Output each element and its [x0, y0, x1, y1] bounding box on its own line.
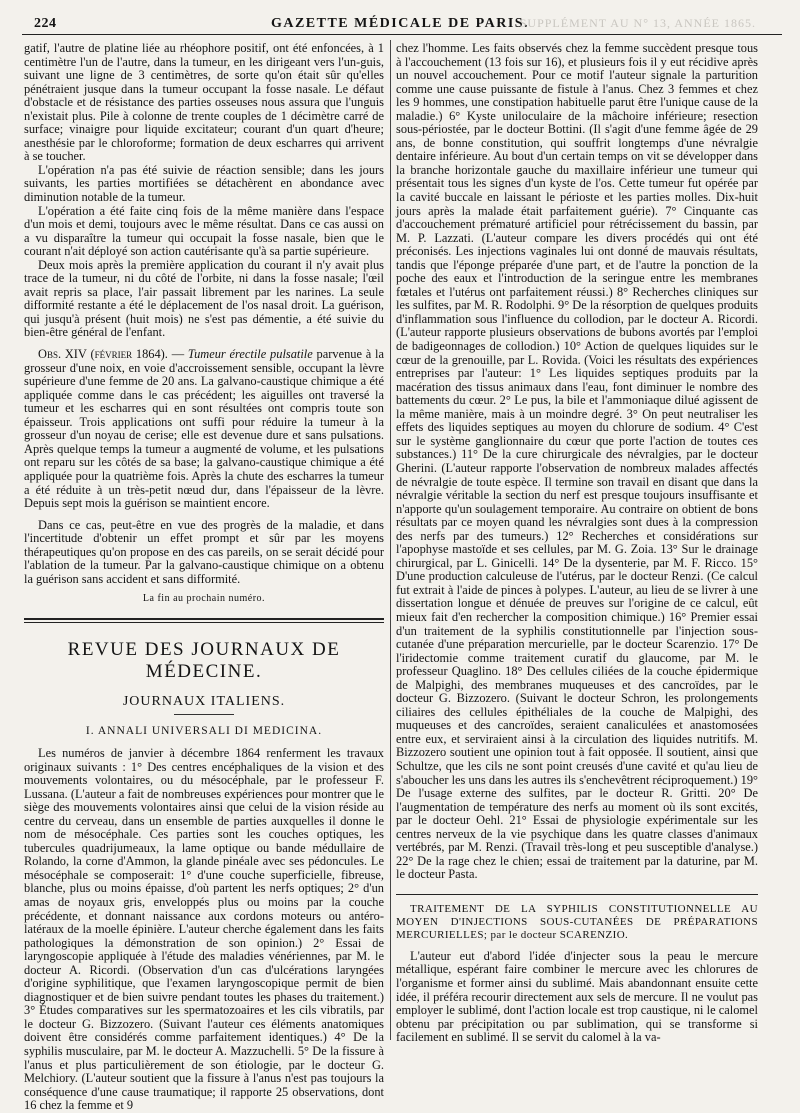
- article-heading-block: [396, 894, 758, 942]
- paragraph: chez l'homme. Les faits observés chez la femme succèdent presque tous à l'accouchement (13 fois sur 16), et plusieurs fois il y eut récidive après un nouvel accouchement. Pour ce motif l'auteur signale la parturition comme une cause puissante de fistule à l'anus. Chez 3 femmes et chez les 9 hommes, une constipation habituelle parut être l'unique cause de la maladie.) 6° Kyste uniloculaire de la mâchoire inférieure; resection sous-périostée, par le docteur Bottini. (Il s'agit d'une femme âgée de 29 ans, de bonne constitution, qui souffrit longtemps d'une névralgie dentaire inférieure. Au bout d'un certain temps on vit se développer dans la branche horizontale gauche du maxillaire inférieur une tumeur qui présentait tous les signes d'un kyste de l'os. Cette tumeur fut opérée par la cavité buccale en laissant le périoste et les parties molles. Dix-huit jours après la malade était parfaitement guérie). 7° Cinquante cas d'accouchement prématuré artificiel pour rétrécissement du bassin, par M. P. Lazzati. (L'auteur compare les divers procédés qui ont été préconisés. Les injections vaginales lui ont donné de mauvais résultats, tandis que l'éponge préparée d'une part, et de l'autre la ponction de la poche des eaux et l'introduction de la seringue entre les membranes fœtales et l'utérus ont parfaitement réussi.) 8° Recherches cliniques sur les sulfites, par M. R. Rodolphi. 9° De la résorption de quelques produits d'inflammation sous l'influence du collodion, par le docteur A. Ricordi. (L'auteur rapporte plusieurs observations de bubons avortés par l'emploi de badigeonnages de collodion.) 10° Action de quelques liquides sur le cœur de la grenouille, par L. Rovida. (Voici les résultats des expériences entreprises par l'auteur: 1° Les liquides septiques produits par la macération des tissus animaux dans l'eau, font diminuer le nombre des battements du cœur. 2° Le pus, la bile et l'ammoniaque dilué agissent de la même manière, mais à un moindre degré. 3° On peut neutraliser les effets des liquides septiques au moyen du chlorure de sodium. 4° C'est sur le système ganglionnaire du cœur que porte l'action de toutes ces substances.) 11° De la cure chirurgicale des névralgies, par le docteur Gherini. (L'auteur rapporte l'observation de nombreux malades affectés de névralgie de toute espèce. Il termine son travail en disant que dans la névralgie véritable la section du nerf est presque toujours insuffisante et n'apporte qu'un soulagement temporaire. Au contraire on obtient de bons résultats par ce moyen quand les névralgies sont dues à la compression des nerfs par des tumeurs.) 12° Recherches et considérations sur l'apophyse mastoïde et ses cellules, par M. G. Zoia. 13° Sur le drainage chirurgical, par L. Ginicelli. 14° De la dysenterie, par M. F. Ricco. 15° D'une production calculeuse de l'utérus, par le docteur Renzi. (Ce calcul fut extrait à l'aide de pinces à polypes. L'auteur, au lieu de se livrer à une dissertation longue et dénuée de preuves sur l'origine de ce calcul, eût mieux fait d'en rechercher la composition chimique.) 16° Premier essai d'un traitement de la syphilis constitutionnelle par l'injection sous-cutanée d'une préparation mercurielle, par le docteur Scarenzio. 17° De l'iridectomie comme traitement curatif du glaucome, par M. le professeur Quaglino. 18° Des cellules ciliées de la couche épidermique de Malpighi, des membranes muqueuses et des cancroïdes, par le docteur G. Bizzozero. (Suivant le docteur Schron, les prolongements ciliaires des cellules épithéliales de la couche de Malpighi, des muqueuses et des cancroïdes, seraient canaliculées et anastomosées entre eux, et serviraient ainsi à la circulation des liquides nutritifs. M. Bizzozero soutient une opinion tout à fait opposée. Il soutient, ainsi que Schultze, que les cils ne sont point creusés d'une cavité et qu'au lieu de s'aboucher les uns dans les autres ils s'enchevêtrent réciproquement.) 19° De l'usage externe des sulfites, par le docteur R. Gritti. 20° De l'augmentation de température des nerfs au moment où ils sont excités, par le docteur Oehl. 21° Essai de physiologie expérimentale sur les centres nerveux de la vie psychique dans les quatre classes d'animaux vertébrés, par M. Renzi. (Travail très-long et peu susceptible d'analyse.) 22° De la rage chez le chien; essai de traitement par la daturine, par M. le docteur Pasta.: [396, 41, 758, 882]
- right-column: [396, 42, 758, 1045]
- paragraph: gatif, l'autre de platine liée au rhéophore positif, ont été enfoncées, à 1 centimètre l'un de l'autre, dans la tumeur, en les dirigeant vers l'un-guis, suivant une ligne de 3 centimètres, de sorte qu'on était sûr qu'elles pénétraient jusque dans la tumeur occupant la fosse nasale. Le défaut d'obstacle et de résistance des parties osseuses nous assura que l'unguis n'existait plus. Pile à colonne de trente couples de 1 décimètre carré de surface; vinaigre pour liquide excitateur; courant d'un quart d'heure; anesthésie par le chloroforme; formation de deux escharres qui arrivent à se toucher.: [24, 41, 384, 164]
- journaux-heading: JOURNAUX ITALIENS.: [122, 693, 286, 709]
- page-number: 224: [34, 16, 57, 31]
- observation-text: parvenue à la grosseur d'une noix, en voie d'accroissement sensible, occupant la lèvre supérieure d'une femme de 20 ans. La galvano-caustique chimique a été appliquée comme dans le cas précédent; les aiguilles ont traversé la tumeur et les escharres qui en sont résultées ont compris toute son épaisseur. Trois applications ont suffi pour réduire la tumeur à la grosseur d'un noyau de cerise; elle est devenue dure et sans pulsations. Après quelque temps la tumeur a augmenté de volume, et les pulsations ont reparu sur les côtés de sa base; la galvano-caustique chimique a été appliquée pour la quatrième fois. Après la chute des escharres la tumeur a été réduite à un très-petit nœud dur, dans l'épaisseur de la lèvre. Depuis sept mois la guérison se maintient encore.: [24, 347, 384, 511]
- column-divider: [390, 40, 391, 1040]
- observation-label: Obs. XIV (février 1864).: [38, 347, 168, 362]
- annali-heading: I. ANNALI UNIVERSALI DI MEDICINA.: [85, 725, 323, 738]
- observation-xiv: Obs. XIV (février 1864). — Tumeur érectile pulsatile parvenue à la grosseur d'une noix, en voie d'accroissement sensible, occupant la lèvre supérieure d'une femme de 20 ans. La galvano-caustique chimique a été appliquée comme dans le cas précédent; les aiguilles ont traversé la tumeur et les escharres qui en sont résultées ont compris toute son épaisseur. Trois applications ont suffi pour réduire la tumeur à la grosseur d'un noyau de cerise; elle est devenue dure et sans pulsations. Après quelque temps la tumeur a augmenté de volume, et les pulsations ont reparu sur les côtés de sa base; la galvano-caustique chimique a été appliquée pour la quatrième fois. Après la chute des escharres la tumeur a été réduite à un très-petit nœud dur, dans l'épaisseur de la lèvre. Depuis sept mois la guérison se maintient encore.: [24, 347, 384, 511]
- observation-title: Tumeur érectile pulsatile: [187, 347, 313, 362]
- paragraph: L'auteur eut d'abord l'idée d'injecter sous la peau le mercure métallique, espérant faire combiner le mercure avec les chlorures de l'organisme et former ainsi du sublimé. Mais abandonnant ensuite cette idée, il préféra recourir directement aux sels de mercure. Il ne voulut pas employer le sublimé, dont l'action locale est trop caustique, ni le calomel obtenu par précipitation ou par sublimation, qui se transforme si facilement en sublimé. Il se servit du calomel à la va-: [396, 948, 758, 1045]
- paragraph: L'opération a été faite cinq fois de la même manière dans l'espace d'un mois et demi, toujours avec le même résultat. Dans ce cas aussi on a vu disparaître la tumeur qui occupait la fosse nasale, bien que le courant n'ait déployé son action cautérisante qu'à sa partie supérieure.: [24, 203, 384, 259]
- article-heading: TRAITEMENT DE LA SYPHILIS CONSTITUTIONNELLE AU MOYEN D'INJECTIONS SOUS-CUTANÉES DE PRÉPARATIONS MERCURIELLES; par le docteur SCARENZIO.: [396, 902, 758, 941]
- heading-underline: [174, 714, 234, 715]
- continued-note: La fin au prochain numéro.: [142, 593, 266, 605]
- section-rule: [24, 618, 384, 620]
- journal-title: GAZETTE MÉDICALE DE PARIS.: [270, 16, 530, 31]
- section-rule-thin: [24, 622, 384, 623]
- left-column: [24, 42, 384, 1113]
- revue-heading: REVUE DES JOURNAUX DE MÉDECINE.: [67, 638, 341, 682]
- bleed-through-text: SUPPLÉMENT AU N° 13, ANNÉE 1865.: [519, 16, 756, 30]
- paragraph: Deux mois après la première application du courant il n'y avait plus trace de la tumeur, ni du côté de l'orbite, ni dans la fosse nasale; l'œil avait repris sa place, l'air passait librement par les narines. La seule difformité restante a été le déplacement de l'os nasal droit. La guérison, qui jusqu'à présent (huit mois) ne s'est pas démentie, a été suivie du bien-être général de l'enfant.: [24, 257, 384, 340]
- paragraph: Les numéros de janvier à décembre 1864 renferment les travaux originaux suivants : 1° Des centres encéphaliques de la vision et des mouvements volontaires, ou du mésocéphale, par le professeur F. Lussana. (L'auteur a fait de nombreuses expériences pour montrer que le siège des mouvements volontaires ainsi que celui de la vision réside au centre du cerveau, dans un ensemble de parties auxquelles il donne le nom de mésocéphale. Ces parties sont les couches optiques, les tubercules quadrijumeaux, la lame optique ou bande médullaire de Rolando, la corne d'Ammon, la glande pinéale avec ses pédoncules. Le mésocéphale se composerait: 1° d'une couche superficielle, fibreuse, blanche, plus ou moins épaisse, d'où partent les nerfs optiques; 2° d'un amas de noyaux gris, enveloppés plus ou moins par la couche précédente, et donnant naissance aux cordons moteurs ou antéro-latéraux de la moelle épinière. L'auteur cherche également dans les faits pathologiques la démonstration de son opinion.) 2° Essai de laryngoscopie appliquée à l'étude des maladies vénériennes, par M. le docteur A. Ricordi. (Observation d'un cas d'ulcérations laryngées d'origine syphilitique, que l'examen laryngoscopique permit de bien diagnostiquer et de bien suivre pendant toutes les phases du traitement.) 3° Études comparatives sur les spermatozoaires et les cils vibratils, par le docteur G. Bizzozero. (Suivant l'auteur ces éléments anatomiques doivent être considérés comme parfaitement identiques.) 4° De la syphilis musculaire, par M. le docteur A. Mazzuchelli. 5° De la fissure à l'anus et plus particulièrement de son étiologie, par le docteur G. Melchiory. (L'auteur soutient que la fissure à l'anus n'est pas toujours la conséquence d'une cause traumatique; il rapporte 25 observations, dont 16 chez la femme et 9: [24, 745, 384, 1113]
- header-rule: [22, 34, 782, 35]
- page-header: [14, 10, 786, 32]
- paragraph: Dans ce cas, peut-être en vue des progrès de la maladie, et dans l'incertitude d'obtenir un effet prompt et sûr par les moyens thérapeutiques qu'on propose en des cas pareils, on se serait décidé pour l'ablation de la tumeur. Par la galvano-caustique chimique on a obtenu la guérison sans accident et sans difformité.: [24, 517, 384, 586]
- paragraph: L'opération n'a pas été suivie de réaction sensible; dans les jours suivants, les parties mortifiées se détachèrent en abondance avec diminution notable de la tumeur.: [24, 162, 384, 205]
